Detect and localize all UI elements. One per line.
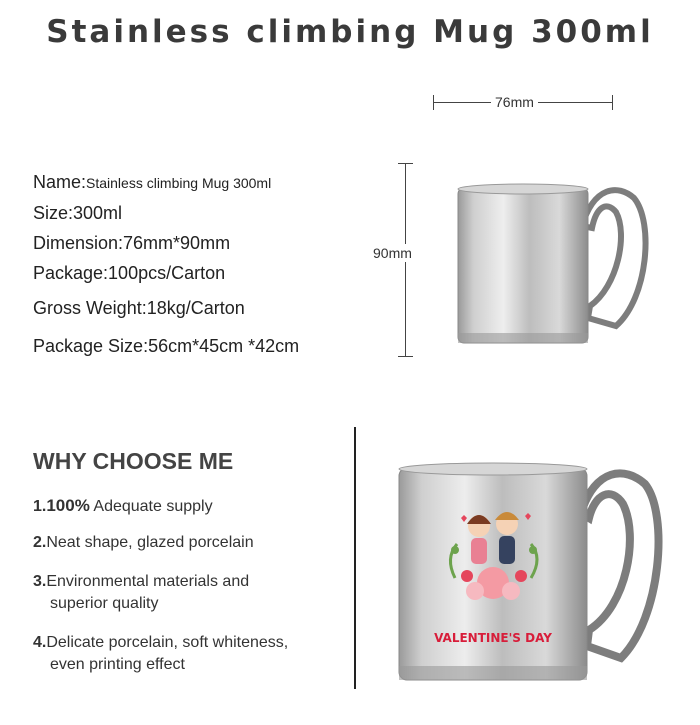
spec-name: Name:Stainless climbing Mug 300ml (33, 172, 272, 192)
point-3: 3.Environmental materials and superior quality (33, 573, 250, 612)
spec-dimension: Dimension:76mm*90mm (33, 233, 231, 253)
point-1: 1.100% Adequate supply (33, 496, 213, 515)
height-dimension-label: 90mm (373, 245, 412, 261)
page-title: Stainless climbing Mug 300ml (46, 14, 654, 50)
width-dimension-label: 76mm (491, 94, 538, 110)
printed-mug-image (395, 458, 670, 694)
plain-mug-image (448, 178, 660, 350)
why-choose-heading: WHY CHOOSE ME (33, 448, 234, 474)
spec-package: Package:100pcs/Carton (33, 263, 226, 283)
spec-package-size: Package Size:56cm*45cm *42cm (33, 336, 300, 356)
section-divider (354, 427, 356, 689)
point-2: 2.Neat shape, glazed porcelain (33, 534, 254, 551)
print-text: VALENTINE'S DAY (434, 631, 552, 645)
spec-size: Size:300ml (33, 203, 123, 223)
width-dimension-marker (433, 92, 613, 112)
point-4: 4.Delicate porcelain, soft whiteness, even printing effect (33, 634, 289, 673)
spec-gross-weight: Gross Weight:18kg/Carton (33, 298, 245, 318)
